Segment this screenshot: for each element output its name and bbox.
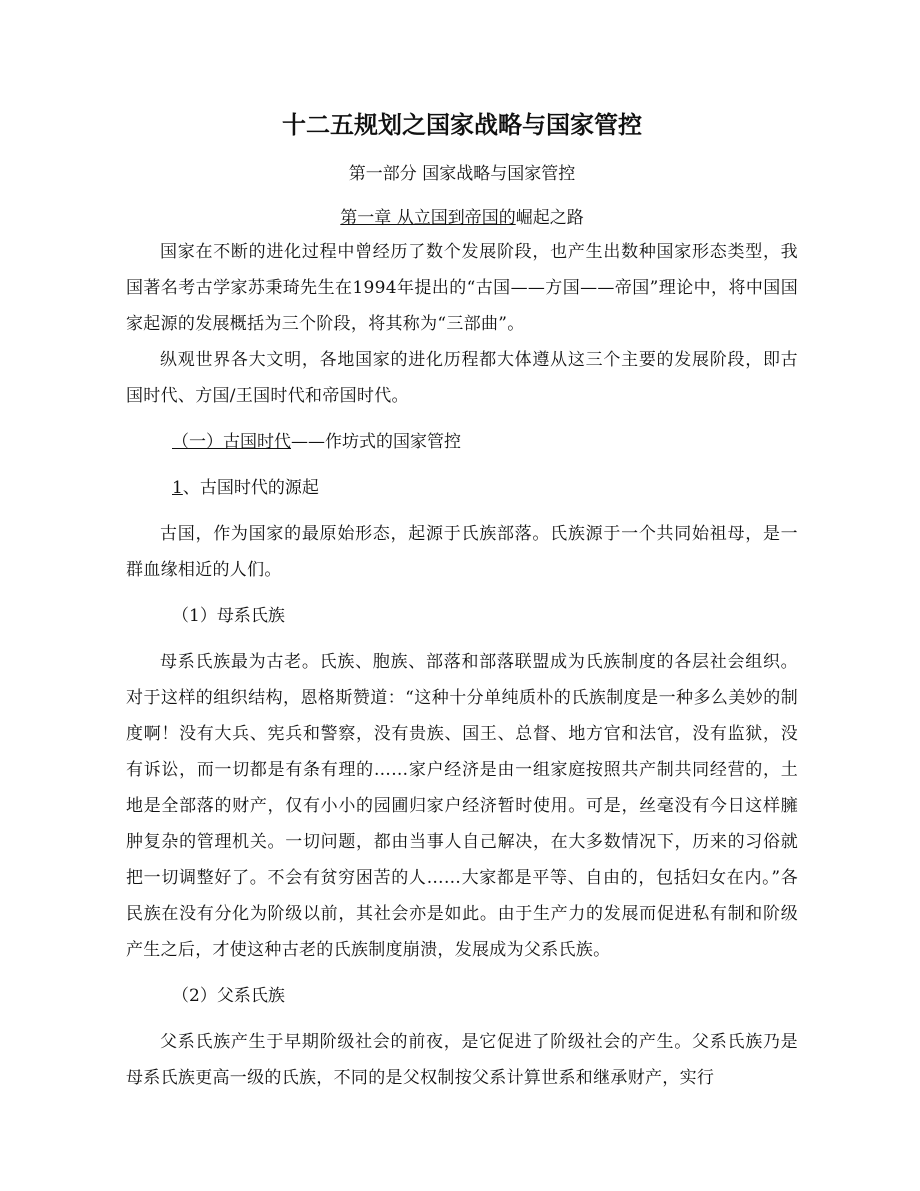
part-heading: 第一部分 国家战略与国家管控	[348, 164, 576, 184]
subsection-heading-origin	[126, 470, 798, 506]
heading-matrilineal-clan: （1）母系氏族	[172, 606, 285, 626]
heading-patrilineal-clan: （2）父系氏族	[172, 986, 285, 1006]
section-heading-underlined: （一）古国时代	[172, 432, 291, 452]
subsection-number: 1	[172, 478, 183, 498]
section-heading-rest: ——作坊式的国家管控	[291, 432, 461, 452]
chapter-heading	[126, 202, 798, 234]
paragraph-matrilineal-clan: 母系氏族最为古老。氏族、胞族、部落和部落联盟成为氏族制度的各层社会组织。对于这样的组织结构，恩格斯赞道：“这种十分单纯质朴的氏族制度是一种多么美妙的制度啊！没有大兵、宪兵和警察，没有贵族、国王、总督、地方官和法官，没有监狱，没有诉讼，而一切都是有条有理的……家户经济是由一组家庭按照共产制共同经营的，土地是全部落的财产，仅有小小的园圃归家户经济暂时使用。可是，丝毫没有今日这样臃肿复杂的管理机关。一切问题，都由当事人自己解决，在大多数情况下，历来的习俗就把一切调整好了。不会有贫穷困苦的人……大家都是平等、自由的，包括妇女在内。”各民族在没有分化为阶级以前，其社会亦是如此。由于生产力的发展而促进私有制和阶级产生之后，才使这种古老的氏族制度崩溃，发展成为父系氏族。	[126, 652, 798, 960]
document-title: 十二五规划之国家战略与国家管控	[282, 110, 642, 139]
subsection-heading-rest: 、古国时代的源起	[182, 478, 319, 498]
chapter-heading-underlined: 第一章 从立国到帝国的	[340, 208, 516, 228]
paragraph-patrilineal-clan: 父系氏族产生于早期阶级社会的前夜，是它促进了阶级社会的产生。父系氏族乃是母系氏族更高一级的氏族，不同的是父权制按父系计算世系和继承财产，实行	[126, 1032, 798, 1088]
paragraph-civilizations: 纵观世界各大文明，各地国家的进化历程都大体遵从这三个主要的发展阶段，即古国时代、方国/王国时代和帝国时代。	[126, 350, 798, 406]
section-heading-ancient-state	[126, 424, 798, 460]
chapter-heading-rest: 崛起之路	[515, 208, 584, 228]
paragraph-origin: 古国，作为国家的最原始形态，起源于氏族部落。氏族源于一个共同始祖母，是一群血缘相近的人们。	[126, 524, 798, 580]
paragraph-intro: 国家在不断的进化过程中曾经历了数个发展阶段，也产生出数种国家形态类型，我国著名考古学家苏秉琦先生在1994年提出的“古国——方国——帝国”理论中，将中国国家起源的发展概括为三个阶段，将其称为“三部曲”。	[126, 242, 798, 334]
